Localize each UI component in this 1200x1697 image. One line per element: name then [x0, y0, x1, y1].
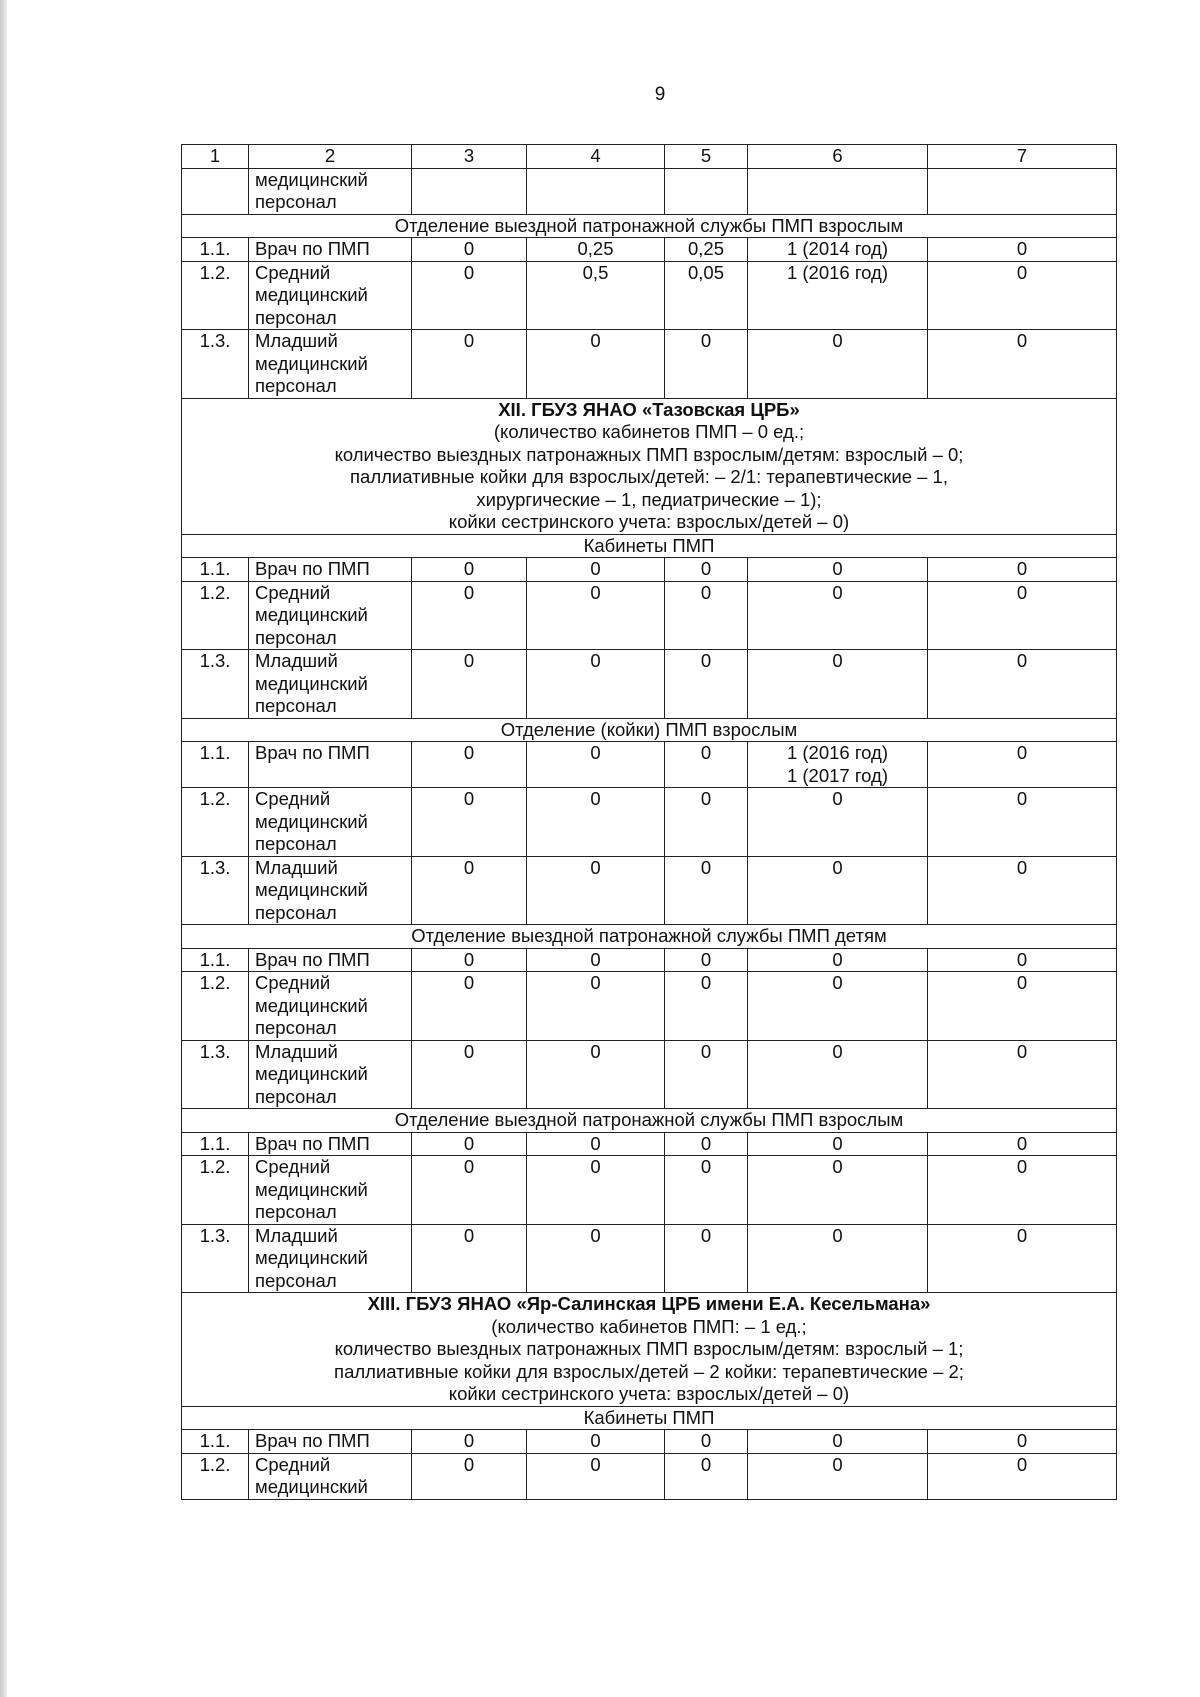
value-cell-col7: 0 [928, 238, 1117, 262]
value-cell-col6: 0 [748, 788, 928, 857]
section-subheader: Отделение (койки) ПМП взрослым [182, 718, 1117, 742]
value-cell-col5: 0,25 [665, 238, 748, 262]
organization-detail-line: (количество кабинетов ПМП – 0 ед.; [493, 421, 805, 442]
staff-category-line: Младший [255, 1040, 338, 1062]
value-cell-col4: 0 [527, 1224, 665, 1293]
value-cell-col3: 0 [412, 1156, 527, 1225]
staff-category-line: Средний [255, 261, 331, 283]
value-cell-col5: 0 [665, 1224, 748, 1293]
header-cell: 1 [182, 145, 249, 169]
table-row [182, 1224, 1117, 1293]
organization-detail-line: паллиативные койки для взрослых/детей: – 2/1: терапевтические – 1, [350, 466, 948, 487]
value-cell-col4: 0 [527, 1040, 665, 1109]
staff-category-cell [249, 168, 412, 214]
value-cell-col6: 0 [748, 1430, 928, 1454]
value-cell-col7: 0 [928, 1040, 1117, 1109]
row-number-cell: 1.2. [182, 261, 249, 330]
value-cell-col5: 0 [665, 1430, 748, 1454]
table-row [182, 261, 1117, 330]
section-subheader: Кабинеты ПМП [182, 534, 1117, 558]
table-row [182, 742, 1117, 788]
value-cell-col4: 0 [527, 856, 665, 925]
staff-category-line: персонал [255, 1085, 337, 1107]
section-subheader-row [182, 1406, 1117, 1430]
organization-detail-line: койки сестринского учета: взрослых/детей – 0) [448, 511, 850, 532]
value-cell-col3: 0 [412, 1040, 527, 1109]
table-row [182, 1156, 1117, 1225]
staff-category-line: персонал [255, 375, 337, 396]
value-cell-col3: 0 [412, 238, 527, 262]
staff-category-cell [249, 1132, 412, 1156]
section-subheader-row [182, 1109, 1117, 1133]
row-number-cell: 1.1. [182, 238, 249, 262]
section-subheader-row [182, 534, 1117, 558]
value-cell-col7: 0 [928, 261, 1117, 330]
staff-category-line: медицинский [255, 672, 368, 694]
table-row [182, 330, 1117, 399]
header-cell: 4 [527, 145, 665, 169]
value-cell-col4: 0 [527, 742, 665, 788]
value-cell-col4: 0 [527, 650, 665, 719]
value-cell-col3: 0 [412, 1132, 527, 1156]
staff-category-line: медицинский [255, 810, 368, 832]
value-cell-col4 [527, 168, 665, 214]
value-cell-col6: 0 [748, 1040, 928, 1109]
staff-category-line: персонал [255, 901, 337, 923]
organization-detail-line: паллиативные койки для взрослых/детей – 2 койки: терапевтические – 2; [334, 1360, 964, 1382]
organization-detail-line: койки сестринского учета: взрослых/детей – 0) [448, 1383, 850, 1404]
organization-header [182, 1293, 1117, 1407]
value-cell-col4: 0,5 [527, 261, 665, 330]
row-number-cell: 1.1. [182, 1430, 249, 1454]
header-row [182, 145, 1117, 169]
row-number-cell: 1.2. [182, 1156, 249, 1225]
header-cell: 7 [928, 145, 1117, 169]
staff-category-cell [249, 558, 412, 582]
staff-category-line: Врач по ПМП [255, 238, 370, 259]
value-cell-col5: 0 [665, 948, 748, 972]
row-number-cell: 1.2. [182, 1453, 249, 1499]
value-cell-col4: 0 [527, 558, 665, 582]
value-cell-col5: 0 [665, 972, 748, 1041]
value-cell-col3: 0 [412, 581, 527, 650]
section-subheader: Кабинеты ПМП [182, 1406, 1117, 1430]
table-row [182, 948, 1117, 972]
value-cell-col6 [748, 742, 928, 788]
row-number-cell: 1.3. [182, 1040, 249, 1109]
organization-header [182, 398, 1117, 534]
organization-title: XIII. ГБУЗ ЯНАО «Яр-Салинская ЦРБ имени Е.А. Кесельмана» [367, 1293, 931, 1314]
value-cell-col4: 0 [527, 1132, 665, 1156]
value-cell-col6: 1 (2016 год) [748, 261, 928, 330]
staff-category-line: медицинский [255, 1178, 368, 1200]
staff-category-line: медицинский [255, 604, 368, 625]
scan-edge-shadow [0, 0, 7, 1697]
section-subheader: Отделение выездной патронажной службы ПМП взрослым [182, 1109, 1117, 1133]
page-number: 9 [654, 84, 666, 105]
value-cell-col5: 0 [665, 558, 748, 582]
value-cell-col3: 0 [412, 330, 527, 399]
staff-category-line: Средний [255, 1453, 331, 1475]
staff-category-line: Врач по ПМП [255, 1430, 370, 1451]
value-cell-col7: 0 [928, 1156, 1117, 1225]
staff-category-line: медицинский [255, 994, 368, 1016]
value-cell-col4: 0 [527, 948, 665, 972]
staff-category-cell [249, 1156, 412, 1225]
staff-category-line: медицинский [255, 1247, 368, 1268]
row-number-cell: 1.2. [182, 581, 249, 650]
row-number-cell [182, 168, 249, 214]
staff-category-line: персонал [255, 306, 337, 328]
row-number-cell: 1.1. [182, 1132, 249, 1156]
staff-category-line: медицинский [255, 879, 368, 900]
value-cell-col5: 0 [665, 1453, 748, 1499]
section-subheader: Отделение выездной патронажной службы ПМП взрослым [182, 214, 1117, 238]
value-cell-col7: 0 [928, 650, 1117, 719]
organization-detail-line: (количество кабинетов ПМП: – 1 ед.; [491, 1315, 807, 1337]
staff-category-cell [249, 261, 412, 330]
value-cell-col5: 0 [665, 742, 748, 788]
value-line: 1 (2016 год) [786, 742, 889, 763]
staff-category-line: Средний [255, 1156, 331, 1177]
value-cell-col6: 0 [748, 1132, 928, 1156]
staff-category-cell [249, 742, 412, 788]
value-cell-col5: 0 [665, 856, 748, 925]
value-cell-col7: 0 [928, 581, 1117, 650]
value-cell-col6: 0 [748, 581, 928, 650]
value-cell-col3: 0 [412, 972, 527, 1041]
row-number-cell: 1.3. [182, 856, 249, 925]
staff-category-line: Младший [255, 856, 338, 878]
section-subheader-row [182, 718, 1117, 742]
value-cell-col7: 0 [928, 742, 1117, 788]
organization-header-row [182, 1293, 1117, 1407]
value-cell-col7: 0 [928, 1132, 1117, 1156]
row-number-cell: 1.1. [182, 558, 249, 582]
table-row [182, 558, 1117, 582]
value-cell-col3: 0 [412, 1224, 527, 1293]
staff-category-line: персонал [255, 626, 337, 648]
value-cell-col7: 0 [928, 972, 1117, 1041]
value-cell-col6: 0 [748, 1453, 928, 1499]
staff-category-cell [249, 788, 412, 857]
staff-category-line: Средний [255, 581, 331, 603]
value-cell-col3: 0 [412, 558, 527, 582]
value-cell-col5: 0 [665, 1132, 748, 1156]
value-cell-col3: 0 [412, 788, 527, 857]
staff-category-line: медицинский [255, 1476, 368, 1497]
table-row [182, 1453, 1117, 1499]
staff-category-line: медицинский [255, 352, 368, 374]
table-row [182, 238, 1117, 262]
staff-category-line: персонал [255, 695, 337, 716]
section-subheader-row [182, 214, 1117, 238]
staff-category-line: персонал [255, 1201, 337, 1222]
value-cell-col3: 0 [412, 650, 527, 719]
value-cell-col4: 0 [527, 972, 665, 1041]
staff-category-line: Врач по ПМП [255, 558, 370, 579]
row-number-cell: 1.3. [182, 650, 249, 719]
value-cell-col6: 0 [748, 558, 928, 582]
staff-category-line: Средний [255, 972, 331, 993]
value-cell-col6: 0 [748, 1156, 928, 1225]
value-cell-col3: 0 [412, 1430, 527, 1454]
staff-category-line: Средний [255, 788, 331, 809]
table-row [182, 788, 1117, 857]
row-number-cell: 1.3. [182, 330, 249, 399]
staff-category-cell [249, 1430, 412, 1454]
staff-category-line: Младший [255, 650, 338, 671]
value-cell-col6: 1 (2014 год) [748, 238, 928, 262]
value-cell-col5: 0 [665, 581, 748, 650]
value-cell-col4: 0 [527, 1156, 665, 1225]
staff-category-cell [249, 330, 412, 399]
value-cell-col7: 0 [928, 1224, 1117, 1293]
header-cell: 6 [748, 145, 928, 169]
staff-category-line: персонал [255, 1269, 337, 1291]
staff-category-line: Врач по ПМП [255, 1132, 370, 1154]
value-cell-col4: 0 [527, 1430, 665, 1454]
staff-category-cell [249, 650, 412, 719]
staff-category-line: Младший [255, 330, 338, 351]
staff-category-line: персонал [255, 1017, 337, 1038]
header-cell: 5 [665, 145, 748, 169]
staff-category-line: Врач по ПМП [255, 742, 370, 763]
value-cell-col4: 0,25 [527, 238, 665, 262]
value-cell-col5: 0,05 [665, 261, 748, 330]
value-cell-col3: 0 [412, 948, 527, 972]
header-cell: 3 [412, 145, 527, 169]
value-cell-col7: 0 [928, 788, 1117, 857]
organization-detail-line: хирургические – 1, педиатрические – 1); [476, 488, 822, 510]
value-cell-col3: 0 [412, 742, 527, 788]
value-cell-col3: 0 [412, 1453, 527, 1499]
staff-category-line: Врач по ПМП [255, 948, 370, 970]
table-row [182, 1040, 1117, 1109]
staff-category-cell [249, 1453, 412, 1499]
value-cell-col6: 0 [748, 650, 928, 719]
staff-category-line: персонал [255, 191, 337, 212]
value-cell-col7: 0 [928, 856, 1117, 925]
value-cell-col7: 0 [928, 948, 1117, 972]
table-row [182, 1430, 1117, 1454]
staff-category-cell [249, 581, 412, 650]
table-row [182, 856, 1117, 925]
value-cell-col4: 0 [527, 581, 665, 650]
value-cell-col5: 0 [665, 788, 748, 857]
staff-category-cell [249, 1040, 412, 1109]
staff-category-cell [249, 948, 412, 972]
row-number-cell: 1.2. [182, 788, 249, 857]
header-cell: 2 [249, 145, 412, 169]
staff-category-cell [249, 972, 412, 1041]
value-cell-col4: 0 [527, 1453, 665, 1499]
row-number-cell: 1.1. [182, 742, 249, 788]
value-cell-col7: 0 [928, 1453, 1117, 1499]
table-body [182, 145, 1117, 1500]
value-cell-col3: 0 [412, 261, 527, 330]
value-cell-col6: 0 [748, 856, 928, 925]
value-cell-col6: 0 [748, 948, 928, 972]
organization-header-row [182, 398, 1117, 534]
staff-category-line: медицинский [255, 1063, 368, 1084]
table-row [182, 168, 1117, 214]
staff-category-cell [249, 1224, 412, 1293]
value-cell-col6: 0 [748, 330, 928, 399]
value-cell-col6 [748, 168, 928, 214]
value-cell-col7 [928, 168, 1117, 214]
table-row [182, 1132, 1117, 1156]
value-cell-col7: 0 [928, 558, 1117, 582]
value-cell-col6: 0 [748, 1224, 928, 1293]
staffing-table [181, 144, 1117, 1500]
row-number-cell: 1.2. [182, 972, 249, 1041]
staff-category-line: Младший [255, 1224, 338, 1246]
staff-category-line: медицинский [255, 284, 368, 305]
table-row [182, 650, 1117, 719]
organization-detail-line: количество выездных патронажных ПМП взрослым/детям: взрослый – 0; [334, 443, 964, 465]
row-number-cell: 1.1. [182, 948, 249, 972]
value-cell-col5: 0 [665, 330, 748, 399]
staff-category-line: медицинский [255, 168, 368, 190]
value-line: 1 (2017 год) [786, 764, 889, 786]
row-number-cell: 1.3. [182, 1224, 249, 1293]
value-cell-col3 [412, 168, 527, 214]
organization-detail-line: количество выездных патронажных ПМП взрослым/детям: взрослый – 1; [334, 1338, 964, 1359]
value-cell-col6: 0 [748, 972, 928, 1041]
value-cell-col5: 0 [665, 650, 748, 719]
value-cell-col5: 0 [665, 1040, 748, 1109]
value-cell-col5 [665, 168, 748, 214]
staff-category-line: персонал [255, 833, 337, 854]
staff-category-cell [249, 856, 412, 925]
section-subheader: Отделение выездной патронажной службы ПМП детям [182, 925, 1117, 949]
table-row [182, 581, 1117, 650]
value-cell-col5: 0 [665, 1156, 748, 1225]
organization-title: XII. ГБУЗ ЯНАО «Тазовская ЦРБ» [498, 398, 800, 420]
section-subheader-row [182, 925, 1117, 949]
table-row [182, 972, 1117, 1041]
value-cell-col4: 0 [527, 788, 665, 857]
value-cell-col7: 0 [928, 1430, 1117, 1454]
value-cell-col7: 0 [928, 330, 1117, 399]
value-cell-col4: 0 [527, 330, 665, 399]
value-cell-col3: 0 [412, 856, 527, 925]
staff-category-cell [249, 238, 412, 262]
